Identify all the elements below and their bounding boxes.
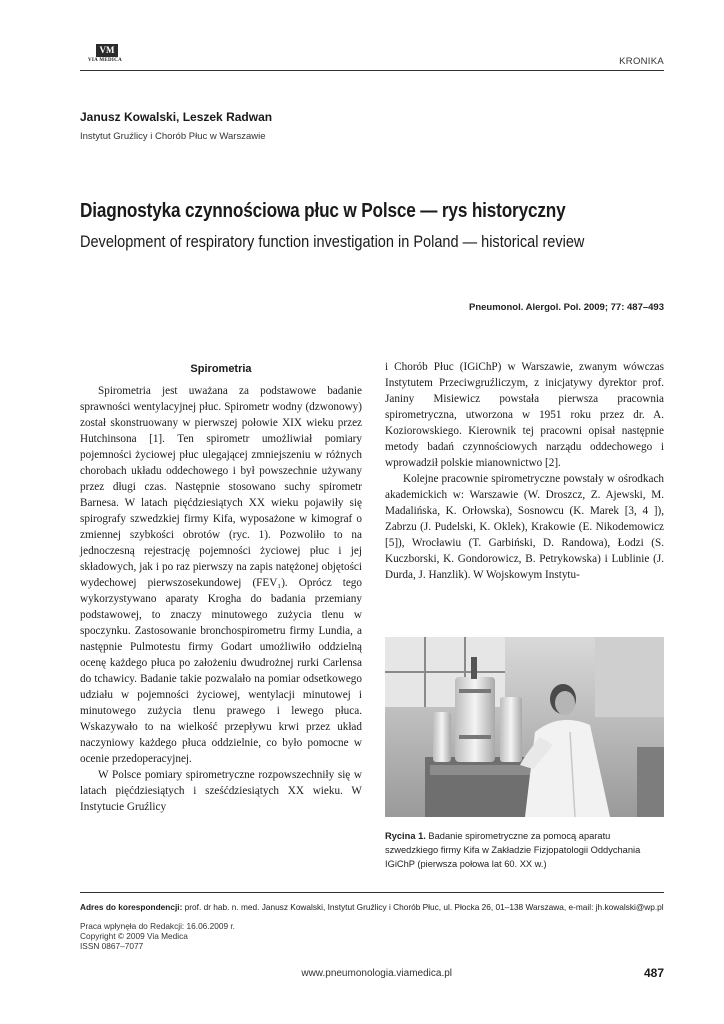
publisher-logo	[80, 44, 130, 68]
correspondence-address	[80, 902, 680, 912]
header-divider	[80, 70, 664, 71]
body-paragraph: Spirometria jest uważana za podstawowe badanie sprawności wentylacyjnej płuc. Spirometr wodny (dzwonowy) został skonstruowany w pierwszej połowie XIX wieku przez Hutchinsona [1]. Ten spirometr umożliwiał pomiary pojemności życiowej płuc ulegającej zmniejszeniu w różnych chorobach układu oddechowego i był powszechnie używany przez długi czas. Następnie stosowano suchy spirometr Barnesa. W latach pięćdziesiątych XX wieku pojawiły się spirografy szwedzkiej firmy Kifa, wyposażone w kimograf o zmiennej szybkości obrotów (ryc. 1). Pozwoliło to na jednoczesną rejestrację pojemności życiowej płuc i jej składowych, jak i po raz pierwszy na zapis natężonej objętości wydechowej pierwszosekundowej (FEV₁). Oprócz tego wykorzystywano aparaty Krogha do badania przemiany podstawowej, to znaczy minutowego zużycia tlenu w spoczynku. Zastosowanie bronchospirometru firmy Lundia, a następnie Pulmotestu firmy Godart umożliwiło oddzielną ocenę każdego płuca po założeniu dwudrożnej rurki Carlensa do tchawicy. Badanie takie pozwalało na pomiar odsetkowego udziału w pojemności życiowej, wentylacji minutowej i minutowego zużycia tlenu prawego i lewego płuca. Wskazywało to na wielkość przepływu krwi przez układ naczyniowy każdego płuca oddzielnie, co było pomocne w ocenie przedoperacyjnej.	[80, 385, 362, 765]
figure-caption	[385, 829, 666, 871]
page-number: 487	[643, 966, 664, 980]
logo-mark: VM	[96, 44, 118, 57]
affiliation: Instytut Gruźlicy i Chorób Płuc w Warszawie	[80, 131, 266, 142]
article-title-english: Development of respiratory function investigation in Poland — historical review	[80, 233, 585, 251]
article-title-polish: Diagnostyka czynnościowa płuc w Polsce — rys historyczny	[80, 200, 566, 222]
section-heading: Spirometria	[190, 363, 252, 375]
journal-citation: Pneumonol. Alergol. Pol. 2009; 77: 487–493	[468, 302, 664, 313]
logo-text: VIA MEDICA	[88, 58, 122, 63]
journal-website: www.pneumonologia.viamedica.pl	[301, 968, 452, 979]
correspondence-label: Adres do korespondencji:	[80, 902, 183, 912]
correspondence-text: prof. dr hab. n. med. Janusz Kowalski, Instytut Gruźlicy i Chorób Płuc, ul. Płocka 26, 01–138 Warszawa, e-mail: jh.kowalski@wp.pl	[184, 902, 664, 912]
right-column	[385, 359, 664, 583]
issn: ISSN 0867–7077	[80, 941, 144, 951]
body-paragraph: Kolejne pracownie spirometryczne powstały w ośrodkach akademickich w: Warszawie (W. Droszcz, Z. Ajewski, M. Madalińska, K. Orłowska), Sosnowcu (K. Marek [3, 4 ]), Zabrzu (J. Pudelski, K. Oklek), Krakowie (E. Nikodemowicz [5]), Wrocławiu (T. Garbiński, D. Randowa), Łodzi (S. Kuczborski, K. Gondorowicz, B. Petrykowska) i Lublinie (J. Durda, J. Hanzlik). W Wojskowym Instytu-	[385, 473, 664, 581]
received-date: Praca wpłynęła do Redakcji: 16.06.2009 r.	[80, 921, 235, 931]
footer-divider	[80, 892, 664, 893]
authors: Janusz Kowalski, Leszek Radwan	[80, 110, 273, 124]
caption-text: Badanie spirometryczne za pomocą aparatu szwedzkiego firmy Kifa w Zakładzie Fizjopatologii Oddychania IGiChP (pierwsza połowa lat 60. XX w.)	[385, 831, 641, 869]
figure-photo	[385, 637, 664, 817]
left-column	[80, 383, 362, 815]
caption-label: Rycina 1.	[385, 831, 426, 841]
section-label: KRONIKA	[619, 56, 664, 67]
body-paragraph: i Chorób Płuc (IGiChP) w Warszawie, zwanym wówczas Instytutem Przeciwgruźliczym, z inicjatywy dyrektor prof. Janiny Misiewicz powstała pierwsza pracownia spirometryczna, utworzona w 1951 roku przez dr. A. Koziorowskiego. Kierownik tej pracowni opisał następnie metody badań czynnościowych narządu oddechowego i wprowadził polskie mianownictwo [2].	[385, 361, 664, 469]
body-paragraph: W Polsce pomiary spirometryczne rozpowszechniły się w latach pięćdziesiątych i sześćdziesiątych XX wieku. W Instytucie Gruźlicy	[80, 769, 362, 813]
copyright: Copyright © 2009 Via Medica	[80, 931, 188, 941]
spirometry-photo-illustration	[385, 637, 664, 817]
